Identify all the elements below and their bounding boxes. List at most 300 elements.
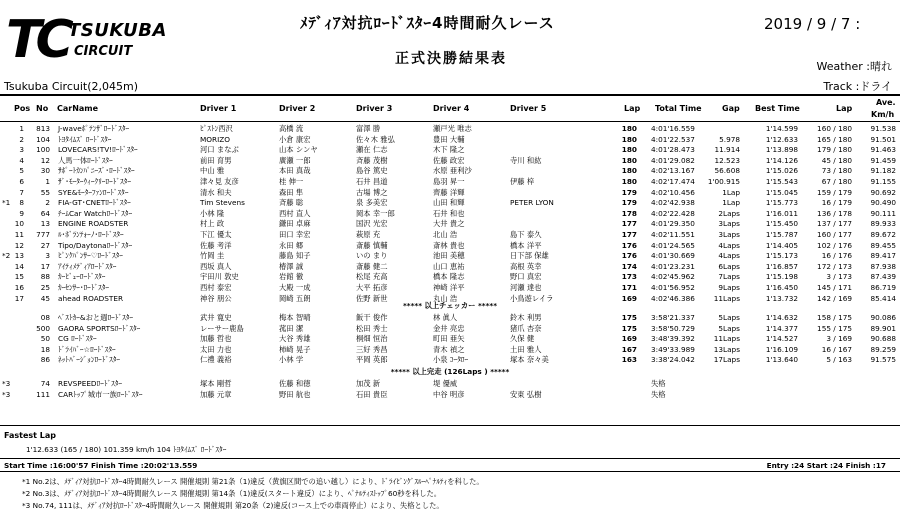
- table-row: [0, 324, 900, 334]
- cell-lap: 175: [621, 323, 637, 333]
- cell-pos: 14: [14, 261, 24, 271]
- cell-bestlap: 142 / 169: [817, 293, 852, 303]
- cell-bestlap: 3 / 173: [826, 272, 852, 282]
- cell-total: 4:01'30.669: [651, 251, 695, 261]
- cell-d4: 豊田 大輔: [433, 134, 465, 144]
- cell-d1: レーサー鹿島: [200, 323, 244, 333]
- cell-d5: 小鳥遊レイラ: [510, 293, 554, 303]
- cell-lap: 180: [621, 124, 637, 133]
- cell-no: 813: [36, 124, 50, 133]
- cell-d5: 島下 泰久: [510, 230, 542, 239]
- cell-d3: 桐畑 恒治: [356, 334, 388, 344]
- cell-d3: 石井 昌道: [356, 177, 388, 186]
- cell-bestlap: 16 / 167: [821, 344, 852, 354]
- cell-d1: MORIZO: [200, 134, 231, 144]
- table-row: [0, 334, 900, 344]
- cell-d4: 齊藤 洋輝: [433, 187, 465, 197]
- col-no: No: [36, 104, 49, 113]
- cell-d4: 金井 亮忠: [433, 323, 465, 333]
- cell-d4: 堤 優威: [433, 379, 458, 388]
- cell-best: 1'14.126: [765, 155, 798, 165]
- cell-d5: 河瀬 達也: [510, 283, 542, 292]
- cell-total: 4:01'56.952: [651, 283, 695, 292]
- cell-gap: 56.608: [714, 166, 740, 176]
- cell-total: 3:49'33.989: [651, 344, 695, 354]
- table-header-divider: [0, 121, 900, 122]
- cell-d3: 島谷 篤史: [356, 166, 388, 176]
- cell-car: ahead ROADSTER: [58, 293, 124, 303]
- cell-d1: 下江 優太: [200, 230, 232, 239]
- cell-d4: 石井 和也: [433, 208, 465, 218]
- cell-d1: 竹岡 圭: [200, 251, 225, 261]
- note-2: *2 No.3は、ﾒﾃﾞｨｱ対抗ﾛｰﾄﾞｽﾀｰ4時間耐久レース 開催規則 第14条（1)違反(スタート違反）により、ﾍﾟﾅﾙﾃｨｽﾄｯﾌﾟ60秒を科した。: [22, 489, 442, 498]
- cell-d1: 前田 育男: [200, 155, 232, 165]
- cell-ave: 91.459: [870, 155, 896, 165]
- cell-total: 3:58'21.337: [651, 313, 695, 322]
- cell-d5: 塚本 奈々美: [510, 355, 549, 365]
- cell-d1: 神谷 朋公: [200, 293, 232, 303]
- cell-no: 86: [40, 355, 50, 365]
- cell-lap: 179: [621, 198, 637, 208]
- cell-d1: 宇田川 敦史: [200, 272, 239, 282]
- cell-best: 1'14.599: [765, 124, 798, 133]
- cell-lap: 174: [621, 261, 637, 271]
- cell-d2: 山本 シンヤ: [279, 145, 318, 155]
- cell-lap: 171: [621, 283, 637, 292]
- cell-d3: 加茂 新: [356, 379, 381, 388]
- table-row: [0, 198, 900, 208]
- col-best-time: Best Time: [755, 104, 800, 113]
- cell-pos: 4: [19, 155, 24, 165]
- cell-ave: 89.933: [870, 219, 896, 229]
- footer-divider: [0, 425, 900, 426]
- cell-d1: 西坂 真人: [200, 261, 232, 271]
- table-row: [0, 262, 900, 272]
- cell-d2: 菰田 潔: [279, 323, 304, 333]
- cell-d3: 松尾 充高: [356, 272, 388, 282]
- cell-d1: 加藤 哲也: [200, 334, 232, 344]
- cell-d3: 三好 秀昌: [356, 344, 388, 354]
- cell-d2: 佐藤 和徳: [279, 379, 311, 388]
- cell-lap: 167: [621, 344, 637, 354]
- cell-d2: 田口 幸宏: [279, 230, 311, 239]
- cell-bestlap: 159 / 179: [817, 187, 852, 197]
- cell-total: 4:02'42.938: [651, 198, 695, 208]
- cell-total: 3:38'24.042: [651, 355, 695, 365]
- col-driver1: Driver 1: [200, 104, 237, 113]
- cell-d1: 中山 雅: [200, 166, 225, 176]
- cell-d2: 廣瀬 一郎: [279, 155, 311, 165]
- cell-best: 1'14.405: [765, 240, 798, 250]
- cell-d4: 町田 亜矢: [433, 334, 465, 344]
- cell-mark: *2: [2, 251, 11, 261]
- table-row: [0, 188, 900, 198]
- cell-best: 1'14.632: [765, 313, 798, 322]
- table-row: [0, 209, 900, 219]
- cell-d3: いの まり: [356, 251, 388, 261]
- table-row: [0, 390, 900, 400]
- cell-car: CARﾄｯﾌﾟ城市一族ﾛｰﾄﾞｽﾀｰ: [58, 389, 143, 399]
- col-driver2: Driver 2: [279, 104, 316, 113]
- result-subtitle: 正式決勝結果表: [395, 51, 507, 67]
- cell-best: 1'15.045: [765, 187, 798, 197]
- cell-best: 1'15.450: [765, 219, 798, 229]
- cell-d3: 佐野 新世: [356, 293, 388, 303]
- cell-d2: 大殿 一成: [279, 283, 311, 292]
- cell-no: 45: [40, 293, 50, 303]
- cell-no: 500: [36, 323, 50, 333]
- cell-lap: 175: [621, 313, 637, 322]
- cell-car: ﾙ･ﾎﾞﾗﾝﾃｫｰﾉ･ﾛｰﾄﾞｽﾀｰ: [58, 230, 124, 239]
- cell-ave: 90.111: [870, 208, 896, 218]
- cell-gap: 1Lap: [722, 198, 740, 208]
- cell-total: 4:02'46.386: [651, 293, 695, 303]
- cell-lap: 180: [621, 166, 637, 176]
- cell-no: 17: [40, 261, 50, 271]
- note-3: *3 No.74, 111は、ﾒﾃﾞｨｱ対抗ﾛｰﾄﾞｽﾀｰ4時間耐久レース 開催規則 第20条（2)違反(コース上での車両停止）により、失格とした。: [22, 501, 444, 510]
- cell-ave: 86.719: [870, 283, 896, 292]
- cell-d2: 斉藤 聡: [279, 198, 304, 208]
- cell-d3: 斎藤 健二: [356, 261, 388, 271]
- checker-separator: ***** 以上チェッカー *****: [402, 301, 498, 310]
- cell-d4: 神崎 洋平: [433, 283, 465, 292]
- cell-best: 1'15.198: [765, 272, 798, 282]
- cell-d2: 藤島 知子: [279, 251, 311, 261]
- cell-ave: 89.672: [870, 230, 896, 239]
- cell-d3: 石田 貴臣: [356, 389, 388, 399]
- cell-no: 104: [36, 134, 50, 144]
- cell-gap: 9Laps: [718, 283, 740, 292]
- cell-best: 1'16.450: [765, 283, 798, 292]
- cell-no: 111: [36, 389, 50, 399]
- cell-d3: 斉藤 茂樹: [356, 155, 388, 165]
- cell-lap: 169: [621, 293, 637, 303]
- cell-d4: 山田 和輝: [433, 198, 465, 208]
- cell-bestlap: 102 / 176: [817, 240, 852, 250]
- cell-gap: 11.914: [714, 145, 740, 155]
- entry-counts: Entry :24 Start :24 Finish :17: [766, 461, 886, 470]
- cell-gap: 4Laps: [718, 240, 740, 250]
- cell-d4: 小泉 ｺｰﾀﾛｰ: [433, 355, 469, 365]
- cell-d2: 本田 真哉: [279, 166, 311, 176]
- cell-no: 3: [45, 251, 50, 261]
- cell-best: 1'15.773: [765, 198, 798, 208]
- col-total-time: Total Time: [655, 104, 702, 113]
- cell-d2: 永田 郷: [279, 240, 304, 250]
- cell-best: 1'15.787: [765, 230, 798, 239]
- cell-d2: 小林 学: [279, 355, 304, 365]
- cell-ave: 87.439: [870, 272, 896, 282]
- cell-d5: PETER LYON: [510, 198, 554, 208]
- cell-d3: 泉 多美宏: [356, 198, 388, 208]
- cell-d1: 小林 隆: [200, 208, 225, 218]
- cell-d5: 寺川 和紘: [510, 155, 542, 165]
- cell-gap: 12.523: [714, 155, 740, 165]
- cell-d4: 佐藤 政宏: [433, 155, 465, 165]
- table-row: [0, 124, 900, 134]
- cell-d4: 瀬戸光 唯志: [433, 124, 472, 133]
- cell-d3: 飯干 俊作: [356, 313, 388, 322]
- cell-car: ｻﾞ･ﾓｰﾀｰｳｨｰｸﾘｰﾛｰﾄﾞｽﾀｰ: [58, 177, 131, 186]
- cell-car: ｶｰｾﾝｻｰ･ﾛｰﾄﾞｽﾀｰ: [58, 283, 110, 292]
- col-driver5: Driver 5: [510, 104, 547, 113]
- cell-d3: 松田 秀士: [356, 323, 388, 333]
- cell-no: 64: [40, 208, 50, 218]
- cell-d5: 久保 健: [510, 334, 535, 344]
- cell-d2: 梅本 智晴: [279, 313, 311, 322]
- cell-d5: 野口 真宏: [510, 272, 542, 282]
- cell-car: ﾋﾟﾝｸﾊﾟﾝｻｰ♡ﾛｰﾄﾞｽﾀｰ: [58, 251, 123, 261]
- cell-car: ﾄﾖﾀｲﾑｽﾞ ﾛｰﾄﾞｽﾀｰ: [58, 134, 112, 144]
- cell-ave: 90.086: [870, 313, 896, 322]
- cell-total: 4:02'22.428: [651, 208, 695, 218]
- cell-bestlap: 160 / 177: [817, 230, 852, 239]
- cell-d2: 大谷 秀雄: [279, 334, 311, 344]
- cell-d3: 佐々木 雅弘: [356, 134, 395, 144]
- cell-d3: 萩原 充: [356, 230, 381, 239]
- cell-best: 1'16.011: [765, 208, 798, 218]
- table-row: [0, 135, 900, 145]
- cell-gap: 4Laps: [718, 251, 740, 261]
- cell-best: 1'15.543: [765, 177, 798, 186]
- table-row: [0, 313, 900, 323]
- cell-total: 4:01'16.559: [651, 124, 695, 133]
- cell-total: 4:01'23.231: [651, 261, 695, 271]
- cell-d4: 丸山 浩: [433, 293, 458, 303]
- cell-d5: 安東 弘樹: [510, 389, 542, 399]
- cell-d4: 青木 禎之: [433, 344, 465, 354]
- cell-gap: 11Laps: [713, 293, 740, 303]
- cell-total: 4:02'10.456: [651, 187, 695, 197]
- page-title: ﾒﾃﾞｨｱ対抗ﾛｰﾄﾞｽﾀｰ4時間耐久レース: [300, 14, 555, 32]
- cell-d3: 大平 拓彦: [356, 283, 388, 292]
- cell-bestlap: 165 / 180: [817, 134, 852, 144]
- cell-car: REVSPEEDﾛｰﾄﾞｽﾀｰ: [58, 379, 123, 388]
- table-row: [0, 219, 900, 229]
- table-row: [0, 283, 900, 293]
- cell-no: 18: [40, 344, 50, 354]
- cell-d2: 岩館 徹: [279, 272, 304, 282]
- cell-lap: 178: [621, 208, 637, 218]
- cell-gap: 13Laps: [713, 344, 740, 354]
- cell-car: GAORA SPORTSﾛｰﾄﾞｽﾀｰ: [58, 323, 141, 333]
- cell-d1: 津々見 友彦: [200, 177, 239, 186]
- cell-pos: 9: [19, 208, 24, 218]
- cell-pos: 8: [19, 198, 24, 208]
- cell-lap: 163: [621, 355, 637, 365]
- logo-text-circuit: CIRCUIT: [74, 44, 133, 59]
- table-row: [0, 230, 900, 240]
- table-row: [0, 272, 900, 282]
- cell-d5: 橋本 洋平: [510, 240, 542, 250]
- cell-d1: Tim Stevens: [200, 198, 245, 208]
- cell-total: 4:02'11.551: [651, 230, 695, 239]
- cell-lap: 179: [621, 187, 637, 197]
- cell-d3: 古場 博之: [356, 187, 388, 197]
- cell-mark: *3: [2, 389, 11, 399]
- cell-no: 12: [40, 155, 50, 165]
- cell-car: SYE&ﾓｰﾀｰﾌｧﾝﾛｰﾄﾞｽﾀｰ: [58, 187, 129, 197]
- cell-pos: 17: [14, 293, 24, 303]
- circuit-name: Tsukuba Circuit(2,045m): [4, 80, 139, 93]
- cell-gap: 6Laps: [718, 261, 740, 271]
- col-driver3: Driver 3: [356, 104, 393, 113]
- cell-gap: 5Laps: [718, 313, 740, 322]
- cell-best: 1'16.857: [765, 261, 798, 271]
- cell-ave: 91.155: [870, 177, 896, 186]
- cell-gap: 3Laps: [718, 230, 740, 239]
- table-row: [0, 251, 900, 261]
- cell-total: 4:02'13.167: [651, 166, 695, 176]
- cell-d3: 斎藤 慎輔: [356, 240, 388, 250]
- cell-pos: 10: [14, 219, 24, 229]
- table-row: [0, 177, 900, 187]
- cell-d4: 池田 美穂: [433, 251, 465, 261]
- cell-gap: 7Laps: [718, 272, 740, 282]
- cell-d2: 椿澤 誠: [279, 261, 304, 271]
- cell-no: 08: [40, 313, 50, 322]
- cell-gap: 5.978: [719, 134, 740, 144]
- cell-car: ﾁｰﾑCar Watchﾛｰﾄﾞｽﾀｰ: [58, 208, 133, 218]
- times-top-divider: [0, 458, 900, 459]
- cell-d1: 加藤 元章: [200, 389, 232, 399]
- cell-d4: 中谷 明彦: [433, 389, 465, 399]
- cell-bestlap: 155 / 175: [817, 323, 852, 333]
- cell-best: 1'14.377: [765, 323, 798, 333]
- cell-total: 4:02'45.962: [651, 272, 695, 282]
- cell-lap: 176: [621, 251, 637, 261]
- cell-car: CG ﾛｰﾄﾞｽﾀｰ: [58, 334, 97, 344]
- fastest-lap-value: 1'12.633 (165 / 180) 101.359 km/h 104 ﾄﾖﾀｲﾑｽﾞ ﾛｰﾄﾞｽﾀｰ: [26, 445, 227, 454]
- cell-total: 3:58'50.729: [651, 323, 695, 333]
- cell-car: 人馬一体ﾛｰﾄﾞｽﾀｰ: [58, 155, 113, 165]
- cell-no: 88: [40, 272, 50, 282]
- cell-d2: 野田 航也: [279, 389, 311, 399]
- cell-d4: 橋本 隆志: [433, 272, 465, 282]
- cell-d5: 土田 雅人: [510, 344, 542, 354]
- cell-bestlap: 16 / 176: [821, 251, 852, 261]
- cell-pos: 6: [19, 177, 24, 186]
- col-best-lap: Lap: [836, 104, 853, 113]
- cell-no: 13: [40, 219, 50, 229]
- cell-d3: 瀬在 仁志: [356, 145, 388, 155]
- cell-no: 55: [40, 187, 50, 197]
- cell-no: 1: [45, 177, 50, 186]
- cell-bestlap: 16 / 179: [821, 198, 852, 208]
- cell-pos: 7: [19, 187, 24, 197]
- cell-d5: 鈴木 利男: [510, 313, 542, 322]
- cell-d2: 西村 直人: [279, 208, 311, 218]
- table-row: [0, 156, 900, 166]
- cell-total: 4:01'29.350: [651, 219, 695, 229]
- cell-d5: 猪爪 杏奈: [510, 323, 542, 333]
- cell-d4: 斎林 貴也: [433, 240, 465, 250]
- cell-pos: 3: [19, 145, 24, 155]
- col-driver4: Driver 4: [433, 104, 470, 113]
- logo-text-tsukuba: TSUKUBA: [68, 20, 167, 41]
- finish-separator: ***** 以上完走 (126Laps ) *****: [390, 367, 510, 376]
- cell-total: 4:01'28.473: [651, 145, 695, 155]
- cell-car: ｱｲﾃｨﾒﾃﾞｨｱﾛｰﾄﾞｽﾀｰ: [58, 261, 117, 271]
- cell-total: 失格: [651, 379, 666, 388]
- cell-gap: 1Lap: [722, 187, 740, 197]
- cell-no: 74: [40, 379, 50, 388]
- cell-gap: 2Laps: [718, 208, 740, 218]
- start-finish-times: Start Time :16:00'57 Finish Time :20:02'13.559: [4, 461, 198, 470]
- cell-car: Tipo/Daytonaﾛｰﾄﾞｽﾀｰ: [58, 240, 133, 250]
- table-row: [0, 166, 900, 176]
- cell-bestlap: 5 / 163: [826, 355, 852, 365]
- track-condition: Track :ドライ: [823, 80, 892, 93]
- cell-ave: 91.182: [870, 166, 896, 176]
- cell-d4: 島羽 昇一: [433, 177, 465, 186]
- cell-ave: 90.688: [870, 334, 896, 344]
- cell-pos: 13: [14, 251, 24, 261]
- cell-car: ENGINE ROADSTER: [58, 219, 129, 229]
- cell-lap: 169: [621, 334, 637, 344]
- cell-ave: 85.414: [870, 293, 896, 303]
- cell-best: 1'13.898: [765, 145, 798, 155]
- cell-lap: 180: [621, 145, 637, 155]
- cell-gap: 17Laps: [713, 355, 740, 365]
- cell-best: 1'15.026: [765, 166, 798, 176]
- col-ave: Ave.: [876, 98, 896, 107]
- cell-no: 100: [36, 145, 50, 155]
- cell-d2: 桂 伸一: [279, 177, 304, 186]
- cell-gap: 5Laps: [718, 323, 740, 333]
- cell-bestlap: 172 / 173: [817, 261, 852, 271]
- cell-mark: *3: [2, 379, 11, 388]
- cell-car: ﾈｯﾄﾊﾞｰｼﾞｮﾝﾛｰﾄﾞｽﾀｰ: [58, 355, 121, 365]
- cell-best: 1'13.640: [765, 355, 798, 365]
- cell-car: J-waveﾎﾟﾃﾝｻﾞﾛｰﾄﾞｽﾀｰ: [58, 124, 130, 133]
- cell-pos: 12: [14, 240, 24, 250]
- cell-d1: 塚本 剛哲: [200, 379, 232, 388]
- cell-lap: 180: [621, 134, 637, 144]
- cell-ave: 91.501: [870, 134, 896, 144]
- cell-bestlap: 137 / 177: [817, 219, 852, 229]
- cell-car: ﾍﾞｽﾄｶｰ&おと週ﾛｰﾄﾞｽﾀｰ: [58, 313, 134, 322]
- cell-d2: 柿崎 晃子: [279, 344, 311, 354]
- cell-total: 4:01'29.082: [651, 155, 695, 165]
- cell-pos: 15: [14, 272, 24, 282]
- logo-mark: TC: [6, 10, 68, 70]
- cell-gap: 11Laps: [713, 334, 740, 344]
- cell-d2: 森田 隼: [279, 187, 304, 197]
- cell-d5: 高根 英幸: [510, 261, 542, 271]
- cell-pos: 16: [14, 283, 24, 292]
- fastest-lap-title: Fastest Lap: [4, 431, 56, 440]
- cell-d2: 高橋 流: [279, 124, 304, 133]
- cell-ave: 91.575: [870, 355, 896, 365]
- cell-bestlap: 158 / 175: [817, 313, 852, 322]
- cell-d2: 鎌田 卓麻: [279, 219, 311, 229]
- cell-bestlap: 3 / 169: [826, 334, 852, 344]
- cell-pos: 11: [14, 230, 24, 239]
- cell-d4: 北山 浩: [433, 230, 458, 239]
- col-gap: Gap: [722, 104, 740, 113]
- cell-total: 4:01'22.537: [651, 134, 695, 144]
- cell-lap: 173: [621, 272, 637, 282]
- cell-d1: 村上 政: [200, 219, 225, 229]
- cell-lap: 180: [621, 155, 637, 165]
- cell-best: 1'16.109: [765, 344, 798, 354]
- cell-bestlap: 160 / 180: [817, 124, 852, 133]
- cell-lap: 177: [621, 230, 637, 239]
- cell-total: 4:02'17.474: [651, 177, 695, 186]
- cell-total: 失格: [651, 389, 666, 399]
- header-divider: [0, 94, 900, 96]
